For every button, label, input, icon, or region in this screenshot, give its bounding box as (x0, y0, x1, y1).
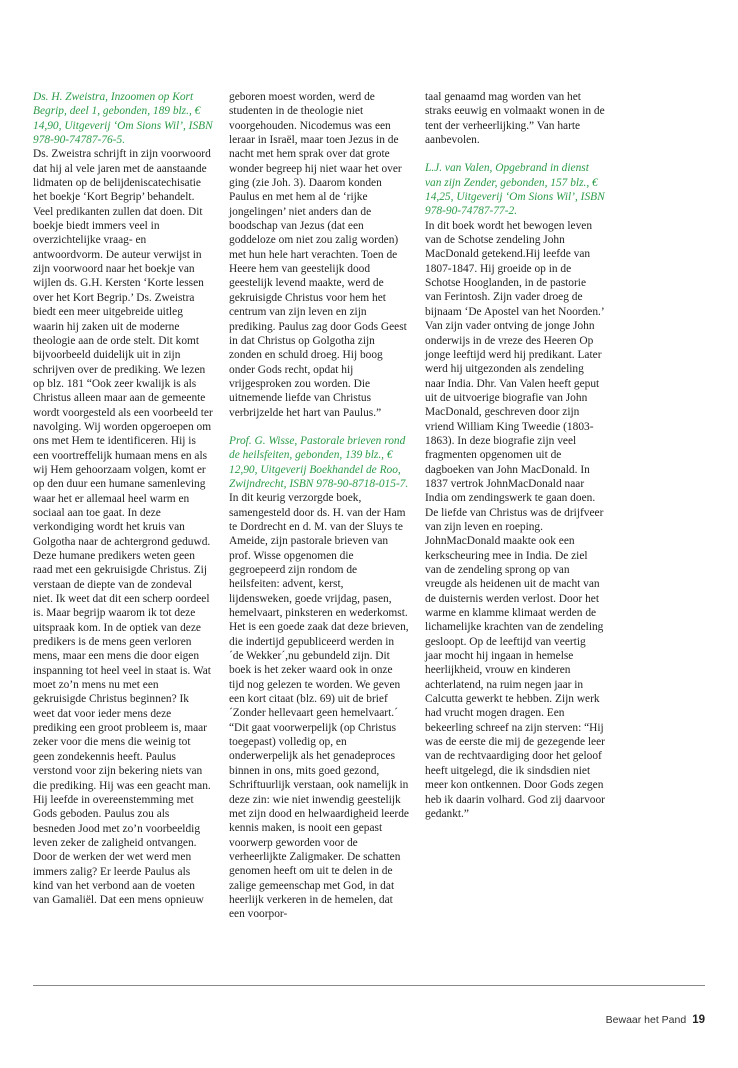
review-heading-zweistra: Ds. H. Zweistra, Inzoomen op Kort Begrip, deel 1, gebonden, 189 blz., € 14,90, Uitgeverij ‘Om Sions Wil’, ISBN 978-90-74787-76-5. (33, 91, 213, 147)
column-2 (229, 90, 409, 922)
footer-divider (33, 985, 705, 986)
review-body-wisse: In dit keurig verzorgde boek, samengesteld door ds. H. van der Ham te Dordrecht en d. M. van der Sluys te Ameide, zijn pastorale brieven van prof. Wisse opgenomen die gegroepeerd zijn rondom de heilsfeiten: advent, kerst, lijdensweken, goede vrijdag, pasen, hemelvaart, pinksteren en wederkomst. Het is een goede zaak dat deze brieven, die indertijd gepubliceerd werden in ´de Wekker´,nu gebundeld zijn. Dit boek is het zeker waard ook in onze tijd nog gelezen te worden. We geven een kort citaat (blz. 69) uit de brief ´Zonder hellevaart geen hemelvaart.´ “Dit gaat voorwerpelijk (op Christus toegepast) volledig op, en onderwerpelijk als het genadeproces binnen in ons, mits goed gezond, Schriftuurlijk verstaan, ook namelijk in deze zin: wie niet inwendig geestelijk met zijn dood en helwaardigheid leerde kennis maken, is nooit een gepast voorwerp geworden voor de verheerlijkte Zaligmaker. De schatten genomen heeft om uit te delen in de zalige gemeenschap met God, in dat heerlijk verkeren in de hemelen, dat een voorpor- (229, 492, 409, 921)
page-footer (606, 1014, 705, 1026)
column-3 (425, 90, 605, 821)
column-1 (33, 90, 213, 908)
page-number: 19 (692, 1014, 705, 1026)
magazine-name: Bewaar het Pand (605, 1014, 687, 1026)
review-heading-wisse: Prof. G. Wisse, Pastorale brieven rond de heilsfeiten, gebonden, 139 blz., € 12,90, Uitgeverij Boekhandel de Roo, Zwijndrecht, ISBN 978-90-8718-015-7. (229, 434, 409, 490)
review-body-zweistra: Ds. Zweistra schrijft in zijn voorwoord dat hij al vele jaren met de aanstaande lidmaten op de belijdeniscatechisatie het boekje ‘Kort Begrip’ behandelt. Veel predikanten zullen dat doen. Dit boekje biedt immers veel in overzichtelijke vraag- en antwoordvorm. De auteur verwijst in zijn voorwoord naar het boekje van wijlen ds. G.H. Kersten ‘Korte lessen over het Kort Begrip.’ Ds. Zweistra biedt een meer uitgebreide uitleg waarin hij zaken uit de moderne theologie aan de orde stelt. Dit komt bijvoorbeeld duidelijk uit in zijn schrijven over de prediking. We lezen op blz. 181 “Ook zeer kwalijk is als Christus alleen maar aan de gemeente wordt voorgesteld als een voorbeeld ter navolging. Wij worden opgeroepen om ons met Hem te identificeren. Hij is een voortreffelijk humaan mens en als wij Hem gehoorzaam volgen, komt er op den duur een humane samenleving waar het er allemaal heel warm en sociaal aan toe gaat. In deze verkondiging wordt het kruis van Golgotha naar de achtergrond geduwd. Deze humane predikers weten geen raad met een gekruisigde Christus. Zij verstaan de diepte van de zondeval niet. Ik weet dat dit een scherp oordeel is. Maar begrijp waarom ik tot deze uitspraak kom. In de optiek van deze predikers is de mens geen verloren mens, maar een mens die door eigen inspanning tot heel veel in staat is. Wat moet zo’n mens nu met een gekruisigde Christus beginnen? Ik weet dat voor ieder mens deze prediking een groot probleem is, maar zeker voor die mens die weinig tot geen zondekennis heeft. Paulus verstond voor zijn bekering niets van die prediking. Hij was een geacht man. Hij leefde in overeenstemming met Gods geboden. Paulus zou als besneden Jood met zo’n voorbeeldig leven zeker de zaligheid ontvangen. Door de werken der wet werd men immers zalig? Er leerde Paulus als kind van het verbond aan de voeten van Gamaliël. Dat een mens opnieuw (33, 148, 213, 907)
review-body-wisse-continued: taal genaamd mag worden van het straks eeuwig en volmaakt wonen in de tent der verheerlijking.” Van harte aanbevolen. (425, 91, 605, 147)
review-body-zweistra-continued: geboren moest worden, werd de studenten in de theologie niet voorgehouden. Nicodemus was een leraar in Israël, maar toen Jezus in de nacht met hem sprak over dat grote wonder begreep hij niet waar het over ging (zie Joh. 3). Daarom konden Paulus en met hem al de ‘rijke jongelingen’ niet anders dan de boodschap van Jezus (dat een goddeloze om niet zou zalig worden) met hun hele hart verachten. Toen de Heere hem van geestelijk dood geestelijk levend maakte, werd de gekruisigde Christus voor hem het centrum van zijn leven en zijn prediking. Paulus zag door Gods Geest in dat Christus op Golgotha zijn zonden en schuld droeg. Hij boog onder Gods recht, opdat hij vrijgesproken zou worden. Die uitnemende liefde van Christus verbrijzelde het hart van Paulus.” (229, 91, 407, 419)
review-heading-van-valen: L.J. van Valen, Opgebrand in dienst van zijn Zender, gebonden, 157 blz., € 14,25, Uitgeverij ‘Om Sions Wil’, ISBN 978-90-74787-77-2. (425, 162, 605, 218)
review-body-van-valen: In dit boek wordt het bewogen leven van de Schotse zendeling John MacDonald getekend.Hij leefde van 1807-1847. Hij groeide op in de Schotse Hooglanden, in de pastorie van Ferintosh. Zijn vader droeg de bijnaam ‘De Apostel van het Noorden.’ Van zijn vader ontving de jonge John onderwijs in de vreze des Heeren Op jonge leeftijd werd hij predikant. Later werd hij uitgezonden als zendeling naar India. Dhr. Van Valen heeft geput uit de uitvoerige biografie van John MacDonald, geschreven door zijn vriend William King Tweedie (1803-1863). In deze biografie zijn veel fragmenten opgenomen uit de dagboeken van John MacDonald. In 1837 vertrok JohnMacDonald naar India om zendingswerk te gaan doen. De liefde van Christus was de drijfveer van zijn leven en roeping. JohnMacDonald maakte ook een kerkscheuring mee in India. De ziel van de zendeling sprong op van vreugde als heidenen uit de macht van de duisternis werden verlost. Door het warme en klamme klimaat werden de lichamelijke krachten van de zendeling gesloopt. Op de leeftijd van veertig jaar mocht hij ingaan in hemelse heerlijkheid, vrouw en kinderen achterlatend, na ruim negen jaar in Calcutta gewerkt te hebben. Zijn werk had vrucht mogen dragen. Een bekeerling schreef na zijn sterven: “Hij was de eerste die mij de gezegende leer van de rechtvaardiging door het geloof heeft uitgelegd, die ik sindsdien niet meer kon ontkennen. Door Gods zegen heb ik daarin volhard. God zij daarvoor gedankt.” (425, 219, 605, 820)
